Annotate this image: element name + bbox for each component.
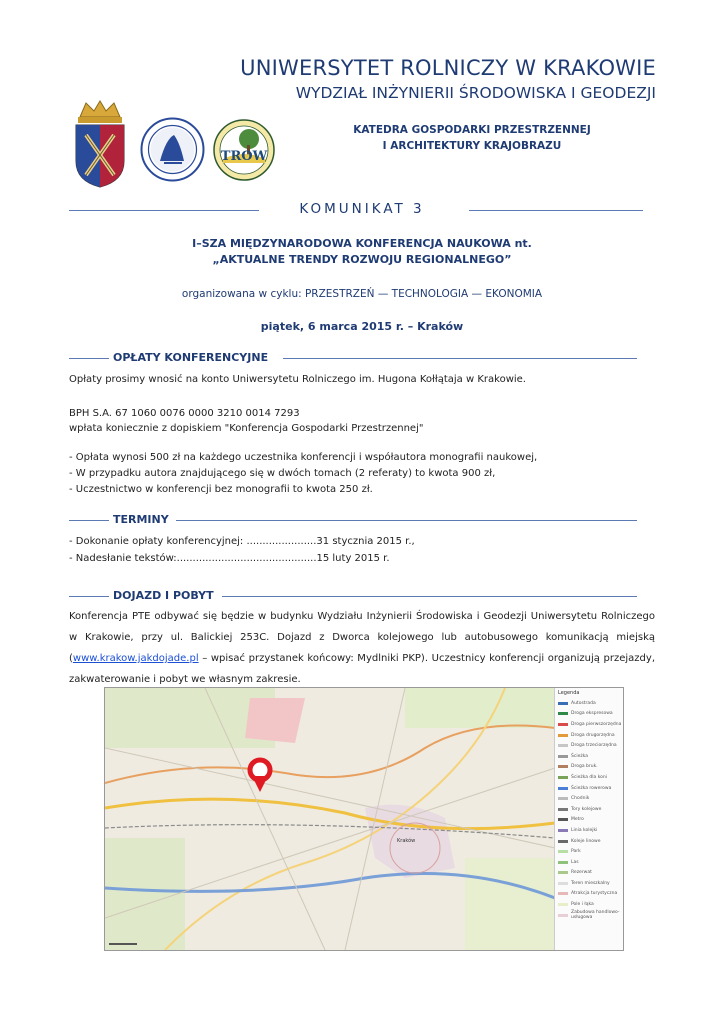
jakdojade-link[interactable]: www.krakow.jakdojade.pl — [72, 653, 199, 664]
legend-swatch-icon — [558, 829, 568, 832]
map-legend-label: Ścieżka rowerowa — [571, 785, 612, 791]
map-legend-item — [555, 698, 623, 709]
department-line-2: I ARCHITEKTURY KRAJOBRAZU — [382, 140, 562, 152]
department-line-1: KATEDRA GOSPODARKI PRZESTRZENNEJ — [353, 124, 591, 136]
legend-swatch-icon — [558, 914, 568, 917]
terms-heading: TERMINY — [113, 513, 169, 526]
fees-intro: Opłaty prosimy wnosić na konto Uniwersytetu Rolniczego im. Hugona Kołłątaja w Krakowie. — [69, 374, 526, 385]
map-legend-label: Atrakcja turystyczna — [571, 891, 618, 897]
map-legend-label: Droga bruk. — [571, 764, 598, 770]
map-legend-item — [555, 889, 623, 900]
fees-item: - Opłata wynosi 500 zł na każdego uczestnika konferencji i współautora monografii naukowej, — [69, 452, 538, 463]
map-legend-item — [555, 772, 623, 783]
map-legend-label: Linia kolejki — [571, 827, 598, 833]
map-legend-label: Tory kolejowe — [571, 806, 602, 812]
legend-swatch-icon — [558, 776, 568, 779]
conference-cycle: organizowana w cyklu: PRZESTRZEŃ — TECHNOLOGIA — EKONOMIA — [181, 288, 543, 300]
map-legend-item — [555, 857, 623, 868]
travel-text: – wpisać przystanek końcowy: Mydlniki PKP). Uczestnicy konferencji organizują przejazdy, zakwaterowanie i pobyt we własnym zakresie. — [69, 653, 655, 685]
map-legend-label: Koleje linowe — [571, 838, 601, 844]
conference-title-line-2: „AKTUALNE TRENDY ROZWOJU REGIONALNEGO” — [212, 253, 512, 266]
map-legend-label: Chodnik — [571, 796, 590, 802]
terms-divider-left — [69, 520, 109, 521]
legend-swatch-icon — [558, 744, 568, 747]
map-city-label: Kraków — [397, 838, 416, 844]
legend-swatch-icon — [558, 797, 568, 800]
legend-swatch-icon — [558, 882, 568, 885]
conference-date: piątek, 6 marca 2015 r. – Kraków — [260, 320, 464, 333]
map-legend-item — [555, 836, 623, 847]
map-legend-item — [555, 730, 623, 741]
komunikat-title: KOMUNIKAT 3 — [299, 201, 425, 217]
legend-swatch-icon — [558, 755, 568, 758]
map-legend-item — [555, 846, 623, 857]
legend-swatch-icon — [558, 787, 568, 790]
map-legend-item — [555, 751, 623, 762]
map-legend-item — [555, 825, 623, 836]
legend-swatch-icon — [558, 840, 568, 843]
legend-swatch-icon — [558, 712, 568, 715]
fees-item: - W przypadku autora znajdującego się w dwóch tomach (2 referaty) to kwota 900 zł, — [69, 468, 496, 479]
map-legend-item — [555, 878, 623, 889]
map-legend-item — [555, 815, 623, 826]
legend-swatch-icon — [558, 734, 568, 737]
map-legend-item — [555, 804, 623, 815]
map-legend-label: Rezerwat — [571, 870, 592, 876]
legend-swatch-icon — [558, 861, 568, 864]
map-legend-label: Droga pierwszorzędna — [571, 721, 622, 727]
legend-swatch-icon — [558, 765, 568, 768]
map-legend-label: Teren mieszkalny — [571, 880, 610, 886]
map-legend-label: Ścieżka — [571, 753, 588, 759]
conference-title-line-1: I–SZA MIĘDZYNARODOWA KONFERENCJA NAUKOWA nt. — [192, 237, 532, 250]
komunikat-divider-right — [469, 210, 643, 211]
travel-paragraph — [69, 606, 655, 690]
map-legend-label: Droga ekspresowa — [571, 711, 613, 717]
terms-divider-right — [176, 520, 637, 521]
terms-item: - Nadesłanie tekstów:............................................15 luty 2015 r. — [69, 553, 390, 564]
legend-swatch-icon — [558, 871, 568, 874]
map-canvas — [105, 688, 555, 950]
map-legend-item — [555, 740, 623, 751]
fees-divider-right — [283, 358, 637, 359]
map-legend-label: Droga drugorzędna — [571, 732, 615, 738]
map-legend — [554, 688, 623, 950]
map-legend-item — [555, 783, 623, 794]
map-legend-item — [555, 793, 623, 804]
map-legend-item — [555, 868, 623, 879]
travel-divider-left — [69, 596, 109, 597]
legend-swatch-icon — [558, 723, 568, 726]
map-legend-label: Ścieżka dla koni — [571, 774, 608, 780]
legend-swatch-icon — [558, 818, 568, 821]
fees-heading: OPŁATY KONFERENCYJNE — [113, 351, 269, 364]
map-legend-label: Park — [571, 849, 581, 855]
map-legend-label: Las — [571, 859, 579, 865]
map-legend-label: Metro — [571, 817, 584, 823]
legend-swatch-icon — [558, 808, 568, 811]
faculty-name: WYDZIAŁ INŻYNIERII ŚRODOWISKA I GEODEZJI — [295, 84, 656, 102]
map-legend-item — [555, 899, 623, 910]
legend-swatch-icon — [558, 892, 568, 895]
travel-heading: DOJAZD I POBYT — [113, 589, 214, 602]
university-name: UNIWERSYTET ROLNICZY W KRAKOWIE — [240, 56, 656, 80]
fees-account: BPH S.A. 67 1060 0076 0000 3210 0014 7293 — [69, 408, 300, 419]
map-legend-title: Legenda — [558, 690, 580, 696]
map-legend-item — [555, 910, 623, 921]
map-legend-label: Autostrada — [571, 700, 596, 706]
legend-swatch-icon — [558, 702, 568, 705]
terms-item: - Dokonanie opłaty konferencyjnej: ......................31 stycznia 2015 r., — [69, 536, 415, 547]
trow-logo-text: TROW — [220, 149, 268, 164]
map-legend-item — [555, 709, 623, 720]
location-map[interactable] — [104, 687, 624, 951]
fees-item: - Uczestnictwo w konferencji bez monografii to kwota 250 zł. — [69, 484, 373, 495]
map-legend-label: Zabudowa handlowo-usługowa — [571, 910, 620, 921]
legend-swatch-icon — [558, 850, 568, 853]
map-legend-item — [555, 719, 623, 730]
travel-text: Konferencja PTE odbywać się będzie w budynku Wydziału Inżynierii Środowiska i Geodezji Uniwersytetu Rolniczego w Krakowie, przy ul. Balickiej 253C. Dojazd z Dworca kolejowego lub autobusowego komunikacją miejską ( — [69, 611, 655, 664]
map-legend-item — [555, 762, 623, 773]
map-legend-label: Pole i łąka — [571, 902, 594, 908]
fees-divider-left — [69, 358, 109, 359]
map-legend-label: Droga trzeciorzędna — [571, 743, 617, 749]
fees-note: wpłata koniecznie z dopiskiem "Konferencja Gospodarki Przestrzennej" — [69, 423, 424, 434]
travel-divider-right — [222, 596, 637, 597]
legend-swatch-icon — [558, 903, 568, 906]
